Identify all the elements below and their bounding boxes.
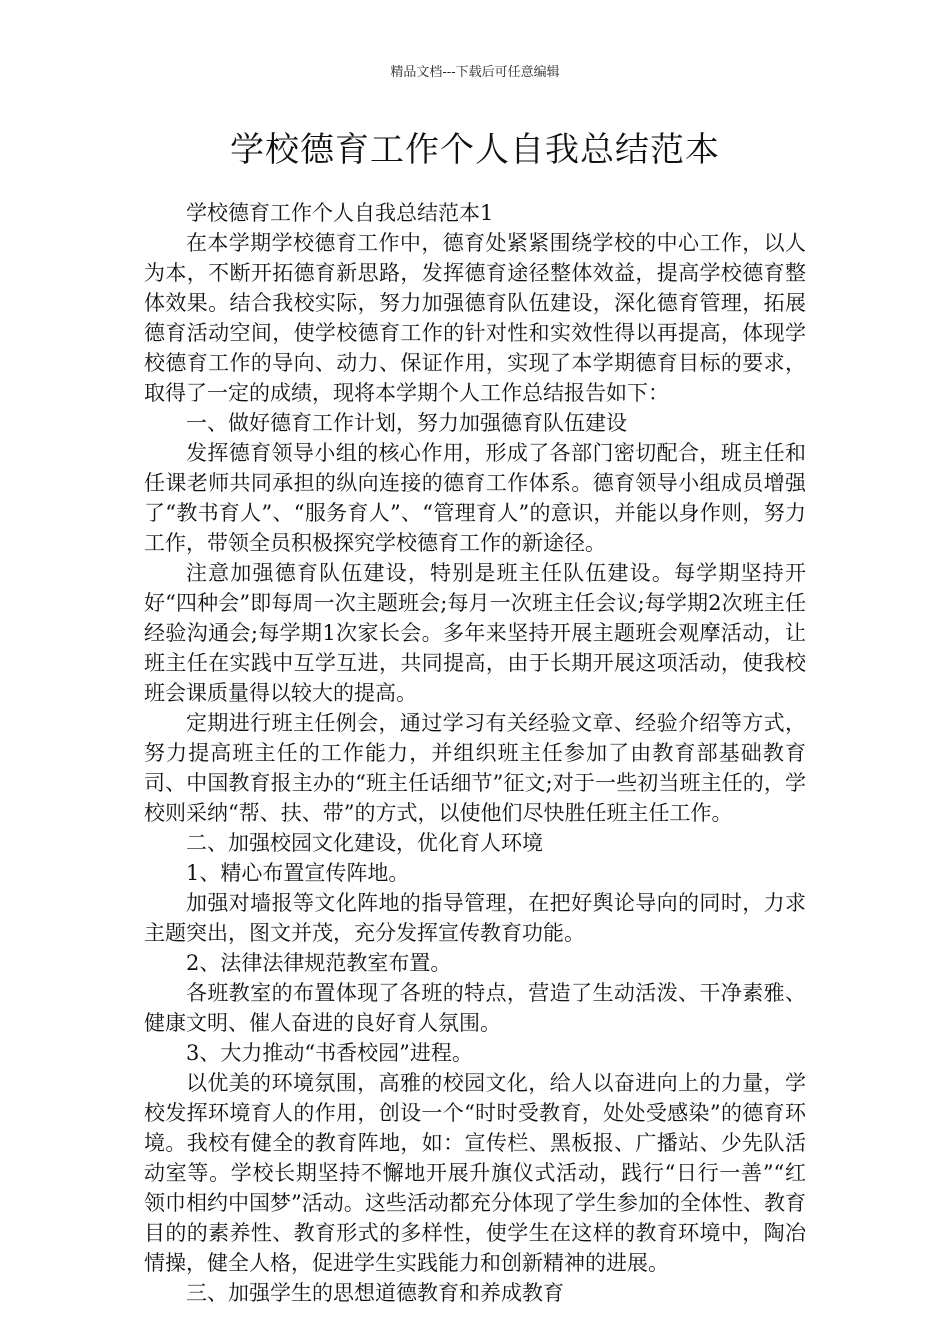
paragraph: 注意加强德育队伍建设，特别是班主任队伍建设。每学期坚持开好“四种会”即每周一次主题班会;每月一次班主任会议;每学期2次班主任经验沟通会;每学期1次家长会。多年来坚持开展主题班会观摩活动，让班主任在实践中互学互进，共同提高，由于长期开展这项活动，使我校班会课质量得以较大的提高。 [144, 561, 806, 705]
section-heading: 二、加强校园文化建设，优化育人环境 [186, 831, 543, 855]
document-title: 学校德育工作个人自我总结范本 [230, 130, 720, 170]
section-heading: 三、加强学生的思想道德教育和养成教育 [186, 1281, 564, 1305]
paragraph: 各班教室的布置体现了各班的特点，营造了生动活泼、干净素雅、健康文明、催人奋进的良好育人氛围。 [144, 981, 806, 1035]
paragraph: 加强对墙报等文化阵地的指导管理，在把好舆论导向的同时，力求主题突出，图文并茂，充分发挥宣传教育功能。 [144, 891, 806, 945]
section-subtitle: 学校德育工作个人自我总结范本1 [186, 201, 494, 225]
paragraph: 以优美的环境氛围，高雅的校园文化，给人以奋进向上的力量，学校发挥环境育人的作用，创设一个“时时受教育，处处受感染”的德育环境。我校有健全的教育阵地，如：宣传栏、黑板报、广播站、少先队活动室等。学校长期坚持不懈地开展升旗仪式活动，践行“日行一善”“红领巾相约中国梦”活动。这些活动都充分体现了学生参加的全体性、教育目的的素养性、教育形式的多样性，使学生在这样的教育环境中，陶冶情操，健全人格，促进学生实践能力和创新精神的进展。 [144, 1071, 806, 1275]
header-note: 精品文档---下载后可任意编辑 [390, 65, 560, 80]
paragraph: 在本学期学校德育工作中，德育处紧紧围绕学校的中心工作，以人为本，不断开拓德育新思路，发挥德育途径整体效益，提高学校德育整体效果。结合我校实际，努力加强德育队伍建设，深化德育管理，拓展德育活动空间，使学校德育工作的针对性和实效性得以再提高，体现学校德育工作的导向、动力、保证作用，实现了本学期德育目标的要求，取得了一定的成绩，现将本学期个人工作总结报告如下： [144, 231, 806, 405]
section-heading: 一、做好德育工作计划，努力加强德育队伍建设 [186, 411, 627, 435]
subsection-heading: 3、大力推动“书香校园”进程。 [186, 1041, 473, 1065]
paragraph: 定期进行班主任例会，通过学习有关经验文章、经验介绍等方式，努力提高班主任的工作能力，并组织班主任参加了由教育部基础教育司、中国教育报主办的“班主任话细节”征文;对于一些初当班主任的，学校则采纳“帮、扶、带”的方式，以使他们尽快胜任班主任工作。 [144, 711, 806, 825]
paragraph: 发挥德育领导小组的核心作用，形成了各部门密切配合，班主任和任课老师共同承担的纵向连接的德育工作体系。德育领导小组成员增强了“教书育人”、“服务育人”、“管理育人”的意识，并能以身作则，努力工作，带领全员积极探究学校德育工作的新途径。 [144, 441, 806, 555]
subsection-heading: 2、法律法律规范教室布置。 [186, 951, 452, 975]
document-body [144, 198, 806, 1308]
subsection-heading: 1、精心布置宣传阵地。 [186, 861, 410, 885]
